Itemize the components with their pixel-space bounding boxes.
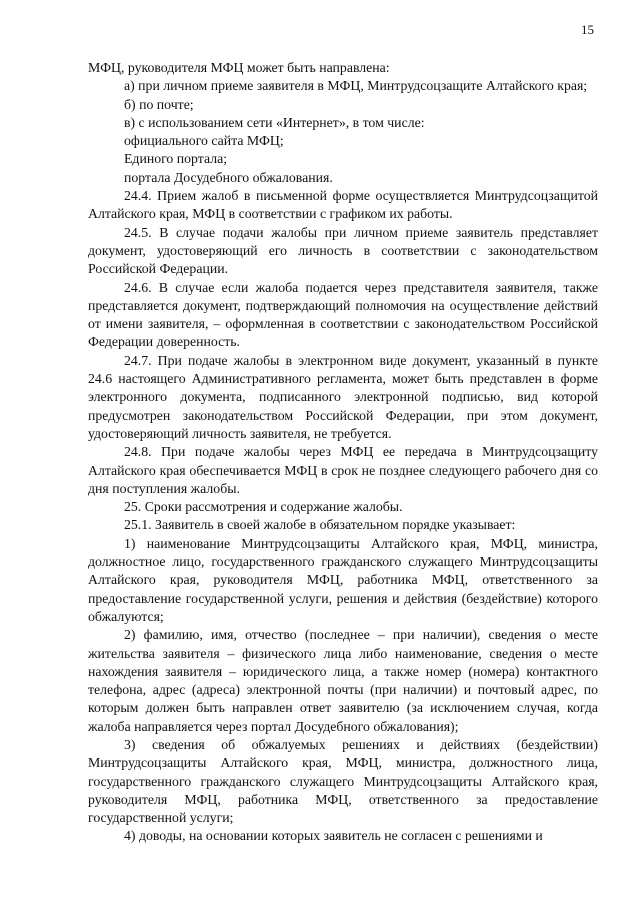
paragraph: МФЦ, руководителя МФЦ может быть направлена:	[88, 60, 390, 75]
list-item: 1) наименование Минтрудсоцзащиты Алтайского края, МФЦ, министра, должностное лицо, государственного гражданского служащего Минтрудсоцзащиты Алтайского края, руководителя МФЦ, работника МФЦ, ответственного за предоставление государственной услуги, решения и действия (бездействие) которого обжалуются;	[88, 535, 598, 624]
paragraph: 24.7. При подаче жалобы в электронном виде документ, указанный в пункте 24.6 настоящего Административного регламента, может быть представлен в форме электронного документа, подписанного электронной подписью, вид которой предусмотрен законодательством Российской Федерации, при этом документ, удостоверяющий личность заявителя, не требуется.	[88, 352, 598, 441]
document-body	[88, 59, 598, 846]
paragraph: в) с использованием сети «Интернет», в том числе:	[124, 114, 425, 130]
paragraph: Единого портала;	[124, 151, 228, 167]
paragraph: официального сайта МФЦ;	[124, 133, 284, 149]
paragraph: 24.5. В случае подачи жалобы при личном приеме заявитель представляет документ, удостоверяющий его личность в соответствии с законодательством Российской Федерации.	[88, 224, 598, 277]
list-item: 2) фамилию, имя, отчество (последнее – при наличии), сведения о месте жительства заявителя – физического лица либо наименование, сведения о месте нахождения заявителя – юридического лица, а также номер (номера) контактного телефона, адрес (адреса) электронной почты (при наличии) и почтовый адрес, по которым должен быть направлен ответ заявителю (за исключением случая, когда жалоба направляется через портал Досудебного обжалования);	[88, 627, 598, 734]
paragraph: 24.6. В случае если жалоба подается через представителя заявителя, также представляется документ, подтверждающий полномочия на осуществление действий от имени заявителя, – оформленная в соответствии с законодательством Российской Федерации доверенность.	[88, 279, 598, 350]
paragraph: 25.1. Заявитель в своей жалобе в обязательном порядке указывает:	[124, 517, 516, 533]
section-heading: 25. Сроки рассмотрения и содержание жалобы.	[124, 499, 403, 515]
paragraph: 24.8. При подаче жалобы через МФЦ ее передача в Минтрудсоцзащиту Алтайского края обеспечивается МФЦ в срок не позднее следующего рабочего дня со дня поступления жалобы.	[88, 444, 598, 496]
paragraph: 24.4. Прием жалоб в письменной форме осуществляется Минтрудсоцзащитой Алтайского края, МФЦ в соответствии с графиком их работы.	[88, 188, 598, 222]
paragraph: б) по почте;	[124, 96, 194, 112]
page-number: 15	[581, 22, 594, 37]
list-item: 4) доводы, на основании которых заявитель не согласен с решениями и	[124, 828, 543, 844]
paragraph: портала Досудебного обжалования.	[124, 169, 333, 185]
paragraph: а) при личном приеме заявителя в МФЦ, Минтрудсоцзащите Алтайского края;	[124, 78, 588, 94]
list-item: 3) сведения об обжалуемых решениях и действиях (бездействии) Минтрудсоцзащиты Алтайского края, МФЦ, министра, должностного лица, государственного гражданского служащего Минтрудсоцзащиты Алтайского края, руководителя МФЦ, работника МФЦ, ответственного за предоставление государственной услуги;	[88, 736, 598, 826]
